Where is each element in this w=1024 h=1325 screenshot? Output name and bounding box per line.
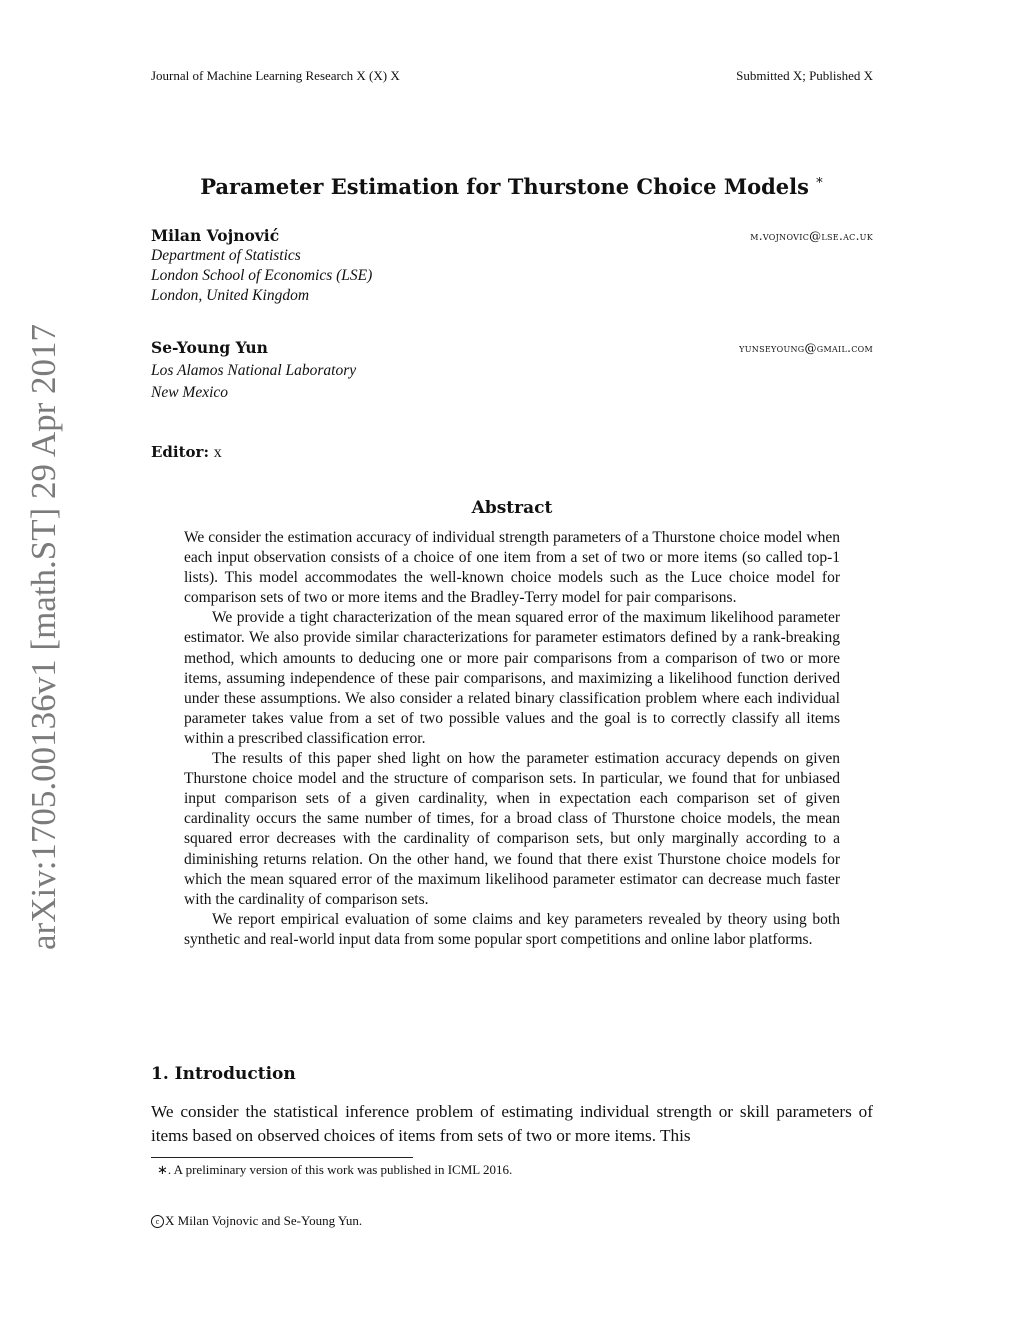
copyright-icon: c [151,1215,164,1228]
author-email: m.vojnovic@lse.ac.uk [750,229,873,243]
author-affiliation [151,361,356,403]
editor-value: x [213,444,222,461]
arxiv-stamp-text: arXiv:1705.00136v1 [math.ST] 29 Apr 2017 [24,323,63,950]
abstract-paragraph: The results of this paper shed light on how the parameter estimation accuracy depends on given Thurstone choice model and the structure of comparison sets. In particular, we found that for unbiased input comparison sets of a given cardinality, when in expectation each comparison set of given cardinality occurs the same number of times, for a broad class of Thurstone choice models, the mean squared error decreases with the cardinality of comparison sets, but only marginally according to a diminishing returns relation. On the other hand, we found that there exist Thurstone choice models for which the mean squared error of the maximum likelihood parameter estimator can decrease much faster with the cardinality of comparison sets. [184,750,840,908]
paper-title [151,166,873,202]
copyright-line [151,1213,362,1229]
copyright-text: X Milan Vojnovic and Se-Young Yun. [165,1213,363,1228]
author-name: Milan Vojnović [151,226,280,245]
title-footnote-mark: ∗ [814,173,824,188]
section-body [151,1100,873,1148]
footnote: ∗. A preliminary version of this work was published in ICML 2016. [157,1162,513,1177]
running-header [151,68,873,86]
abstract-body [184,528,840,950]
abstract-paragraph: We provide a tight characterization of the mean squared error of the maximum likelihood parameter estimator. We also provide similar characterizations for parameter estimators defined by a rank-breaking method, which amounts to deducing one or more pair comparisons from a comparison of two or more items, assuming independence of these pair comparisons, and maximizing a likelihood function derived under these assumptions. We also consider a related binary classification problem where each individual parameter takes value from a set of two possible values and the goal is to correctly classify all items within a prescribed classification error. [184,609,840,747]
abstract-paragraph: We consider the estimation accuracy of individual strength parameters of a Thurstone choice model when each input observation consists of a choice of one item from a set of two or more items (so called top-1 lists). This model accommodates the well-known choice models such as the Luce choice model for comparison sets of two or more items and the Bradley-Terry model for pair comparisons. [184,529,840,607]
footnote-rule [151,1157,413,1158]
journal-name: Journal of Machine Learning Research X (X) X [151,68,400,83]
submission-status: Submitted X; Published X [736,68,873,83]
editor-line [151,443,222,462]
abstract-paragraph: We report empirical evaluation of some claims and key parameters revealed by theory using both synthetic and real-world input data from some popular sport competitions and online labor platforms. [184,910,840,948]
section-paragraph: We consider the statistical inference problem of estimating individual strength or skill parameters of items based on observed choices of items from sets of two or more items. This [151,1102,873,1145]
author-email: yunseyoung@gmail.com [739,341,873,355]
affiliation-line: New Mexico [151,384,229,401]
affiliation-line: Los Alamos National Laboratory [151,362,357,379]
author-affiliation [151,246,372,306]
author-name: Se-Young Yun [151,338,268,357]
editor-label: Editor: [151,443,209,461]
affiliation-line: Department of Statistics [151,247,301,264]
affiliation-line: London, United Kingdom [151,287,310,304]
affiliation-line: London School of Economics (LSE) [151,267,373,284]
paper-title-text: Parameter Estimation for Thurstone Choice Models [200,174,809,199]
section-heading: 1. Introduction [151,1064,296,1084]
abstract-heading: Abstract [471,498,553,518]
